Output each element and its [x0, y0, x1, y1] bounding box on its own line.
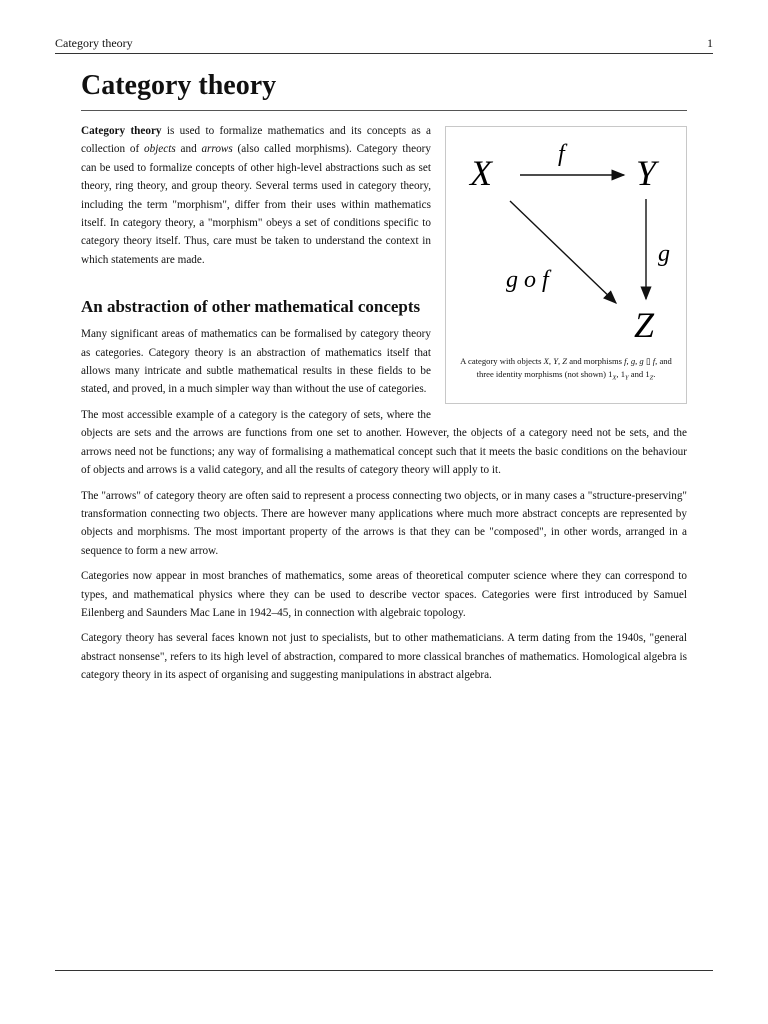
body-paragraph: Category theory has several faces known not just to specialists, but to other mathematicians. A term dating from the 1940s, "general abstract nonsense", refers to its high level of abstraction, compared to more classical branches of mathematics. Homological algebra is category theory in its aspect of organising and suggesting manipulations in abstract algebra. — [81, 632, 687, 682]
body-paragraph: The "arrows" of category theory are often said to represent a process connecting two objects, or in many cases a "structure-preserving" transformation connecting two objects. There are however many applications where much more abstract concepts are represented by objects and morphisms. The most important property of the arrows is that they can be "composed", in other words, arranged in a sequence to form a new arrow. — [81, 489, 687, 557]
footer-divider — [55, 970, 713, 971]
figure-caption: A category with objects X, Y, Z and morphisms f, g, g ▯ f, and three identity morphisms (not shown) $1_X$, $1_Y$ and $1_Z$. — [460, 356, 672, 382]
morphism-g-label: g — [658, 241, 670, 267]
running-header — [55, 36, 713, 52]
morphism-gof-label: g o f — [506, 267, 549, 293]
running-title: Category theory — [55, 36, 133, 50]
body-paragraph: The most accessible example of a category is the category of sets, where the objects are sets and the arrows are functions from one set to another. However, the objects of a category need not be sets, and the arrows need not be functions; any way of formalising a mathematical concept such that it meets the basic conditions on the behaviour of objects and arrows is a valid category, and all the results of category theory will apply to it. — [81, 408, 687, 477]
morphism-f-label: f — [558, 141, 565, 167]
body-paragraph: Categories now appear in most branches of mathematics, some areas of theoretical computer science where they can correspond to types, and mathematical physics where they can be used to describe vector spaces. Categories were first introduced by Samuel Eilenberg and Saunders Mac Lane in 1942–45, in connection with algebraic topology. — [81, 570, 687, 619]
title-divider — [81, 110, 687, 111]
page-title: Category theory — [81, 70, 277, 101]
object-z-label: Z — [634, 305, 655, 345]
article-body — [81, 122, 687, 692]
page-number: 1 — [707, 36, 713, 50]
body-paragraph: Many significant areas of mathematics can be formalised by category theory as categories. Category theory is an abstraction of mathematics itself that allows many intricate and subtle mathematical results in these fields to be stated, and proved, in a much simpler way than without the use of categories. — [81, 328, 431, 396]
header-divider — [55, 53, 713, 54]
commutative-diagram-figure — [445, 126, 687, 404]
intro-paragraph: Category theory is used to formalize mathematics and its concepts as a collection of objects and arrows (also called morphisms). Category theory can be used to formalize concepts of other high-level abstractions such as set theory, ring theory, and group theory. Several terms used in category theory, including the term "morphism", differ from their uses within mathematics itself. In category theory, a "morphism" obeys a set of conditions specific to category theory itself. Thus, care must be taken to understand the context in which statements are made. — [81, 125, 431, 266]
section-heading: An abstraction of other mathematical concepts — [81, 297, 421, 317]
object-x-label: X — [470, 153, 492, 193]
commutative-diagram — [446, 127, 686, 357]
object-y-label: Y — [636, 153, 657, 193]
